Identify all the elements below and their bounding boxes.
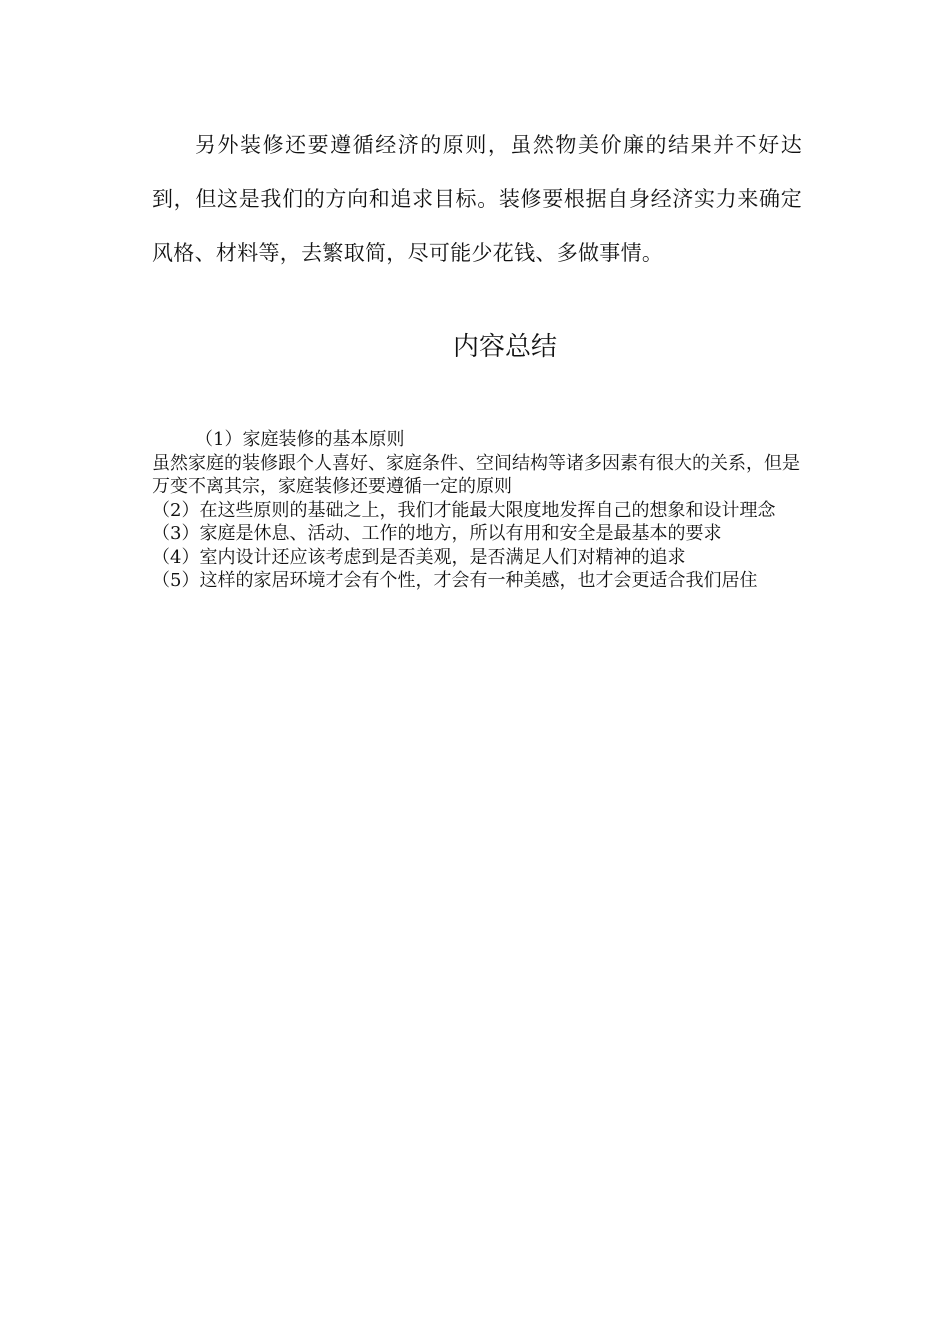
summary-line-4: （3）家庭是休息、活动、工作的地方，所以有用和安全是最基本的要求: [152, 523, 722, 544]
intro-paragraph: 另外装修还要遵循经济的原则，虽然物美价廉的结果并不好达到，但这是我们的方向和追求目标。装修要根据自身经济实力来确定风格、材料等，去繁取简，尽可能少花钱、多做事情。: [152, 133, 802, 265]
summary-line-3: （2）在这些原则的基础之上，我们才能最大限度地发挥自己的想象和设计理念: [152, 499, 776, 521]
summary-line-6: （5）这样的家居环境才会有个性，才会有一种美感，也才会更适合我们居住: [152, 570, 758, 591]
summary-line-1: （1）家庭装修的基本原则: [195, 429, 405, 450]
summary-line-5: （4）室内设计还应该考虑到是否美观，是否满足人们对精神的追求: [152, 546, 686, 568]
summary-list: [152, 428, 802, 593]
summary-line-2: 虽然家庭的装修跟个人喜好、家庭条件、空间结构等诸多因素有很大的关系，但是万变不离其宗，家庭装修还要遵循一定的原则: [152, 452, 800, 497]
summary-title: 内容总结: [452, 332, 557, 362]
